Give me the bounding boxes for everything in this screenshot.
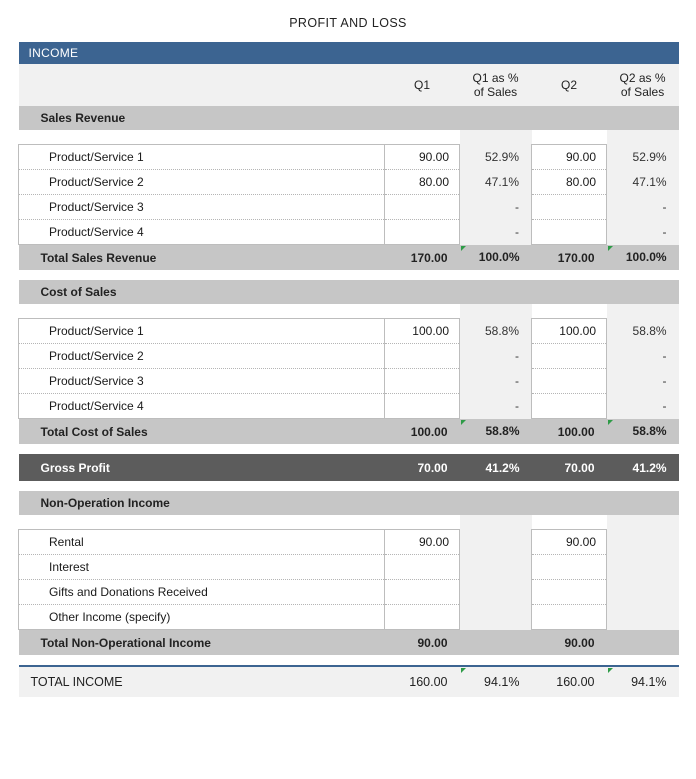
table-row[interactable]	[19, 195, 679, 220]
gap-cell	[385, 444, 460, 454]
table-row[interactable]	[19, 344, 679, 369]
gap-cell	[607, 270, 679, 280]
total-cost-of-sales-row	[19, 419, 679, 445]
row-label: Product/Service 2	[19, 344, 385, 369]
header-q2: Q2	[532, 64, 607, 106]
gross-profit-q2-value: 70.00	[532, 454, 607, 481]
table-row[interactable]	[19, 369, 679, 394]
row-q2-value[interactable]	[532, 605, 607, 630]
row-q1-percent: 52.9%	[460, 145, 532, 170]
total-label: Total Non-Operational Income	[19, 630, 385, 656]
row-q2-percent	[607, 605, 679, 630]
gap-cell	[19, 270, 385, 280]
row-q2-value[interactable]: 90.00	[532, 530, 607, 555]
row-q1-value[interactable]	[385, 394, 460, 419]
gross-profit-q1-value: 70.00	[385, 454, 460, 481]
row-label: Product/Service 4	[19, 220, 385, 245]
row-q1-percent: 47.1%	[460, 170, 532, 195]
total-q2-percent	[607, 630, 679, 656]
spacer-cell	[19, 130, 385, 145]
row-q2-value[interactable]	[532, 344, 607, 369]
gap-cell	[460, 270, 532, 280]
gap-cell	[532, 481, 607, 491]
row-label: Product/Service 4	[19, 394, 385, 419]
page-title: PROFIT AND LOSS	[289, 16, 407, 30]
header-q2-pct-line2: of Sales	[620, 85, 665, 99]
row-q2-percent: -	[607, 344, 679, 369]
table-row[interactable]	[19, 605, 679, 630]
gap-cell	[607, 444, 679, 454]
header-q1-pct-line1: Q1 as %	[472, 71, 519, 85]
row-q2-percent: 47.1%	[607, 170, 679, 195]
table-row[interactable]	[19, 394, 679, 419]
total-q1-value: 90.00	[385, 630, 460, 656]
gap-cell	[385, 270, 460, 280]
header-q2-pct-line1: Q2 as %	[619, 71, 666, 85]
section-spacer-q2pct	[607, 106, 679, 130]
gap-cell	[460, 444, 532, 454]
total-non-operational-income-row	[19, 630, 679, 656]
row-q1-percent: -	[460, 344, 532, 369]
gap-cell	[532, 270, 607, 280]
table-row[interactable]	[19, 555, 679, 580]
spacer-cell	[607, 304, 679, 319]
row-q1-value[interactable]	[385, 580, 460, 605]
total-income-row	[19, 666, 679, 697]
table-row[interactable]	[19, 319, 679, 344]
column-header-row	[19, 64, 679, 106]
table-row[interactable]	[19, 220, 679, 245]
row-q2-value[interactable]	[532, 369, 607, 394]
total-income-q2-value: 160.00	[532, 666, 607, 697]
row-q1-percent: -	[460, 394, 532, 419]
spacer-cell	[19, 515, 385, 530]
row-label: Product/Service 2	[19, 170, 385, 195]
profit-loss-table	[18, 42, 679, 697]
section-spacer-q2	[532, 106, 607, 130]
total-q2-percent: 58.8%	[607, 419, 679, 445]
spacer-cell	[607, 130, 679, 145]
row-label: Gifts and Donations Received	[19, 580, 385, 605]
gross-profit-q2-percent: 41.2%	[607, 454, 679, 481]
section-spacer-q1pct	[460, 491, 532, 515]
section-spacer-q2	[532, 491, 607, 515]
total-q2-value: 100.00	[532, 419, 607, 445]
total-q2-value: 170.00	[532, 245, 607, 271]
row-q2-percent: 58.8%	[607, 319, 679, 344]
income-band-row	[19, 42, 679, 64]
total-income-q2-percent: 94.1%	[607, 666, 679, 697]
total-label: Total Cost of Sales	[19, 419, 385, 445]
row-q2-percent: -	[607, 369, 679, 394]
header-q1-pct-line2: of Sales	[473, 85, 518, 99]
row-label: Product/Service 3	[19, 369, 385, 394]
table-row[interactable]	[19, 530, 679, 555]
table-row[interactable]	[19, 170, 679, 195]
row-q1-value[interactable]: 90.00	[385, 145, 460, 170]
row-q1-percent: -	[460, 220, 532, 245]
row-q1-percent: 58.8%	[460, 319, 532, 344]
gross-profit-q1-percent: 41.2%	[460, 454, 532, 481]
gap-cell	[532, 655, 607, 666]
table-row[interactable]	[19, 580, 679, 605]
section-title: Cost of Sales	[19, 280, 385, 304]
row-q2-value[interactable]: 80.00	[532, 170, 607, 195]
row-q2-value[interactable]	[532, 580, 607, 605]
spacer-cell	[532, 515, 607, 530]
spacer-cell	[19, 304, 385, 319]
total-q1-percent: 58.8%	[460, 419, 532, 445]
spacer	[19, 515, 679, 530]
row-q1-value[interactable]: 80.00	[385, 170, 460, 195]
row-q1-percent	[460, 580, 532, 605]
gap-cell	[19, 655, 385, 666]
row-q2-percent: -	[607, 394, 679, 419]
section-spacer-q1	[385, 106, 460, 130]
row-q2-value[interactable]	[532, 220, 607, 245]
spacer-cell	[532, 130, 607, 145]
gap-cell	[385, 655, 460, 666]
section-spacer-q1	[385, 491, 460, 515]
header-blank	[19, 64, 385, 106]
row-q2-value[interactable]	[532, 195, 607, 220]
row-q2-percent: 52.9%	[607, 145, 679, 170]
gap-cell	[607, 481, 679, 491]
spacer-cell	[385, 515, 460, 530]
spacer-cell	[607, 515, 679, 530]
header-q1: Q1	[385, 64, 460, 106]
row-label: Interest	[19, 555, 385, 580]
gross-profit-row	[19, 454, 679, 481]
row-q2-value[interactable]: 100.00	[532, 319, 607, 344]
section-gap	[19, 481, 679, 491]
row-q2-value[interactable]	[532, 555, 607, 580]
row-q1-value[interactable]: 100.00	[385, 319, 460, 344]
section-gap	[19, 270, 679, 280]
spacer	[19, 130, 679, 145]
section-gap	[19, 655, 679, 666]
row-label: Product/Service 1	[19, 319, 385, 344]
row-q1-percent	[460, 555, 532, 580]
spacer-cell	[532, 304, 607, 319]
row-q1-value[interactable]: 90.00	[385, 530, 460, 555]
row-label: Other Income (specify)	[19, 605, 385, 630]
row-q1-percent: -	[460, 369, 532, 394]
row-q2-percent	[607, 580, 679, 605]
row-q2-percent: -	[607, 195, 679, 220]
section-spacer-q2pct	[607, 491, 679, 515]
section-spacer-q1pct	[460, 280, 532, 304]
spacer-cell	[460, 304, 532, 319]
section-spacer-q2pct	[607, 280, 679, 304]
row-label: Product/Service 1	[19, 145, 385, 170]
gap-cell	[460, 655, 532, 666]
gross-profit-label: Gross Profit	[19, 454, 385, 481]
gap-cell	[19, 444, 385, 454]
row-q2-value[interactable]	[532, 394, 607, 419]
total-q2-percent: 100.0%	[607, 245, 679, 271]
total-income-label: TOTAL INCOME	[19, 666, 385, 697]
row-q1-value[interactable]	[385, 555, 460, 580]
section-header-cost-of-sales	[19, 280, 679, 304]
total-q1-percent	[460, 630, 532, 656]
total-q2-value: 90.00	[532, 630, 607, 656]
total-q1-percent: 100.0%	[460, 245, 532, 271]
row-q1-percent: -	[460, 195, 532, 220]
header-q1-pct	[460, 64, 532, 106]
spacer-cell	[460, 515, 532, 530]
gap-cell	[19, 481, 385, 491]
spacer	[19, 304, 679, 319]
spacer-cell	[385, 130, 460, 145]
total-q1-value: 170.00	[385, 245, 460, 271]
gap-cell	[385, 481, 460, 491]
row-q1-value[interactable]	[385, 344, 460, 369]
gap-cell	[607, 655, 679, 666]
row-q1-value[interactable]	[385, 195, 460, 220]
section-title: Sales Revenue	[19, 106, 385, 130]
section-gap	[19, 444, 679, 454]
spacer-cell	[385, 304, 460, 319]
row-q2-value[interactable]: 90.00	[532, 145, 607, 170]
section-spacer-q2	[532, 280, 607, 304]
row-label: Rental	[19, 530, 385, 555]
section-title: Non-Operation Income	[19, 491, 385, 515]
header-q2-pct	[607, 64, 679, 106]
spacer-cell	[460, 130, 532, 145]
income-band-label: INCOME	[19, 42, 679, 64]
total-sales-revenue-row	[19, 245, 679, 271]
total-income-q1-value: 160.00	[385, 666, 460, 697]
row-label: Product/Service 3	[19, 195, 385, 220]
section-header-non-operation-income	[19, 491, 679, 515]
row-q1-value[interactable]	[385, 369, 460, 394]
row-q1-percent	[460, 530, 532, 555]
section-spacer-q1	[385, 280, 460, 304]
row-q1-percent	[460, 605, 532, 630]
row-q1-value[interactable]	[385, 220, 460, 245]
total-q1-value: 100.00	[385, 419, 460, 445]
row-q2-percent: -	[607, 220, 679, 245]
gap-cell	[460, 481, 532, 491]
table-row[interactable]	[19, 145, 679, 170]
gap-cell	[532, 444, 607, 454]
section-spacer-q1pct	[460, 106, 532, 130]
total-label: Total Sales Revenue	[19, 245, 385, 271]
row-q1-value[interactable]	[385, 605, 460, 630]
row-q2-percent	[607, 530, 679, 555]
row-q2-percent	[607, 555, 679, 580]
section-header-sales-revenue	[19, 106, 679, 130]
total-income-q1-percent: 94.1%	[460, 666, 532, 697]
